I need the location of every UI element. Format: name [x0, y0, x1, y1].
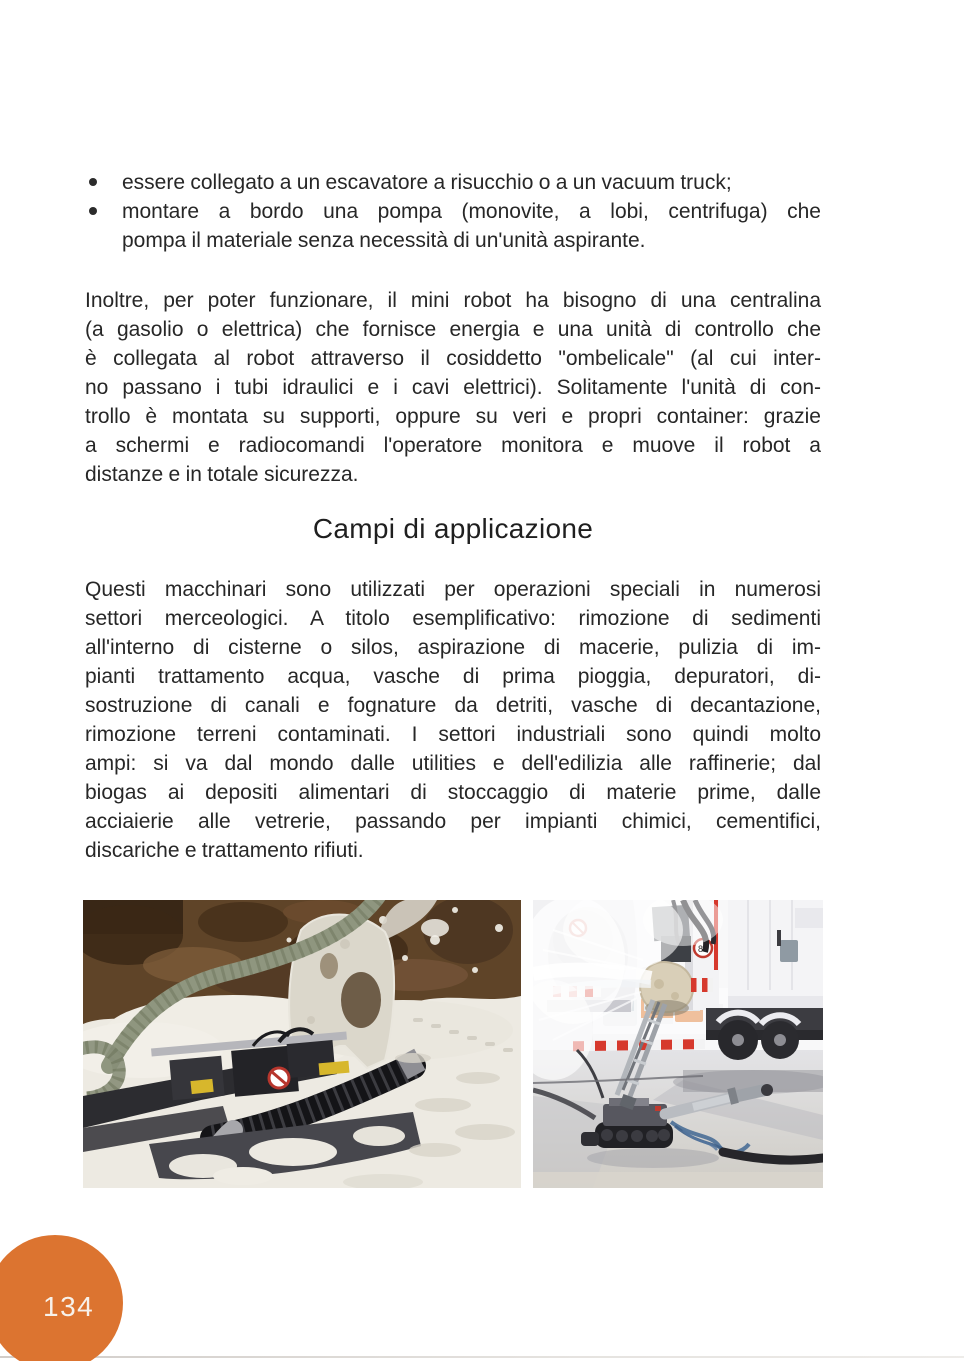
text-line: è collegata al robot attraverso il cosiddetto "ombelicale" (al cui inter- [85, 347, 821, 370]
text-line: ampi: si va dal mondo dalle utilities e dell'edilizia alle raffinerie; dal [85, 752, 821, 775]
text-line: (a gasolio o elettrica) che fornisce energia e una unità di controllo che [85, 318, 821, 341]
list-item [85, 197, 821, 255]
text-line: rimozione terreni contaminati. I settori industriali sono quindi molto [85, 723, 821, 746]
page-number: 134 [43, 1291, 95, 1322]
photo-robot-vacuum-truck [533, 900, 823, 1188]
bullet-list [85, 168, 821, 255]
bullet-text [122, 168, 821, 197]
text-line: essere collegato a un escavatore a risucchio o a un vacuum truck; [122, 171, 732, 194]
text-line: acciaierie alle vetrerie, passando per impianti chimici, cementifici, [85, 810, 821, 833]
text-line: distanze e in totale sicurezza. [85, 463, 359, 486]
text-line: Inoltre, per poter funzionare, il mini robot ha bisogno di una centralina [85, 289, 821, 312]
photo-robot-vacuum-truck-art [533, 900, 823, 1188]
text-line: discariche e trattamento rifiuti. [85, 839, 364, 862]
text-line: pianti trattamento acqua, vasche di prima pioggia, depuratori, di- [85, 665, 821, 688]
bullet-text [122, 197, 821, 255]
bullet-icon [89, 207, 97, 215]
text-line: a schermi e radiocomandi l'operatore monitora e muove il robot a [85, 434, 821, 457]
list-item [85, 168, 821, 197]
text-line: trollo è montata su supporti, oppure su veri e propri container: grazie [85, 405, 821, 428]
text-line: Questi macchinari sono utilizzati per operazioni speciali in numerosi [85, 578, 821, 601]
bullet-icon [89, 178, 97, 186]
text-line: sostruzione di canali e fognature da detriti, vasche di decantazione, [85, 694, 821, 717]
photo-robot-in-silo [83, 900, 521, 1188]
section-heading: Campi di applicazione [312, 513, 594, 544]
text-line: no passano i tubi idraulici e i cavi elettrici). Solitamente l'unità di con- [85, 376, 821, 399]
text-line: pompa il materiale senza necessità di un'unità aspirante. [122, 229, 646, 252]
text-line: biogas ai depositi alimentari di stoccaggio di materie prime, dalle [85, 781, 821, 804]
page-number-badge [0, 1235, 123, 1361]
paragraph-robot-centralina [85, 286, 821, 489]
page-edge-line [0, 1356, 964, 1358]
text-line: settori merceologici. A titolo esemplificativo: rimozione di sedimenti [85, 607, 821, 630]
text-line: all'interno di cisterne o silos, aspirazione di macerie, pulizia di im- [85, 636, 821, 659]
photo-robot-in-silo-art [83, 900, 521, 1188]
svg-text:80: 80 [697, 944, 709, 954]
text-line: montare a bordo una pompa (monovite, a lobi, centrifuga) che [122, 200, 821, 223]
paragraph-campi-applicazione [85, 575, 821, 865]
